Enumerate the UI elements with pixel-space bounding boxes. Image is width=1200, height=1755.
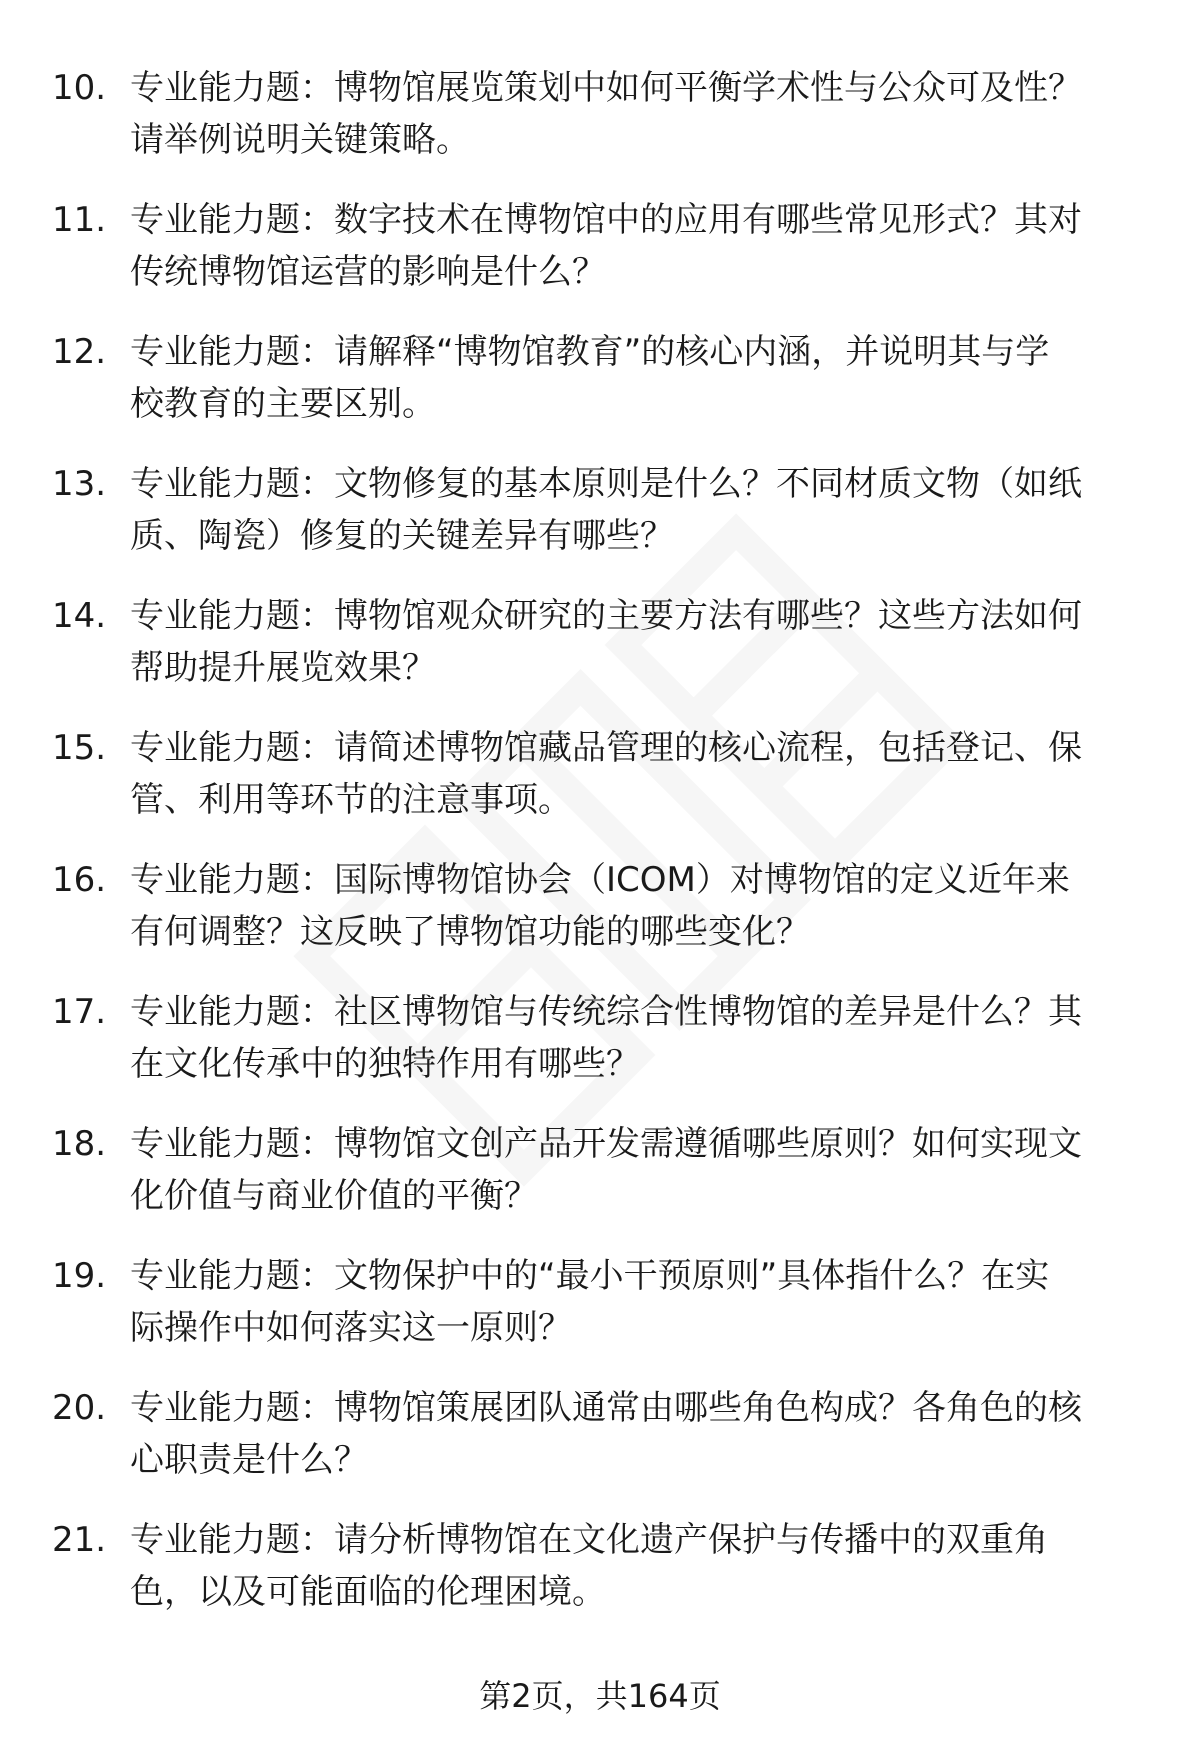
question-text [130,1382,1140,1486]
question-item [0,854,1200,986]
question-line: 专业能力题：请简述博物馆藏品管理的核心流程，包括登记、保 [130,728,1082,768]
question-number: 14. [52,596,107,636]
question-item [0,326,1200,458]
question-line: 请举例说明关键策略。 [130,120,470,160]
question-line: 专业能力题：博物馆策展团队通常由哪些角色构成？各角色的核 [130,1388,1082,1428]
question-text [130,986,1140,1090]
question-line: 专业能力题：文物修复的基本原则是什么？不同材质文物（如纸 [130,464,1082,504]
question-line: 专业能力题：博物馆展览策划中如何平衡学术性与公众可及性？ [130,68,1082,108]
question-line: 传统博物馆运营的影响是什么？ [130,252,606,292]
question-item [0,1118,1200,1250]
question-number: 19. [52,1256,107,1296]
question-line: 色，以及可能面临的伦理困境。 [130,1572,606,1612]
question-number: 12. [52,332,107,372]
question-item [0,722,1200,854]
question-text [130,1250,1140,1354]
question-item [0,590,1200,722]
question-text [130,194,1140,298]
question-line: 化价值与商业价值的平衡？ [130,1176,538,1216]
question-line: 专业能力题：请分析博物馆在文化遗产保护与传播中的双重角 [130,1520,1048,1560]
question-line: 有何调整？这反映了博物馆功能的哪些变化？ [130,912,810,952]
question-item [0,1382,1200,1514]
question-item [0,458,1200,590]
question-line: 专业能力题：数字技术在博物馆中的应用有哪些常见形式？其对 [130,200,1082,240]
question-text [130,458,1140,562]
question-line: 心职责是什么？ [130,1440,368,1480]
question-line: 际操作中如何落实这一原则？ [130,1308,572,1348]
question-text [130,590,1140,694]
question-line: 专业能力题：国际博物馆协会（ICOM）对博物馆的定义近年来 [130,860,1070,900]
question-text [130,1514,1140,1618]
question-item [0,1250,1200,1382]
question-number: 21. [52,1520,107,1560]
question-line: 专业能力题：请解释“博物馆教育”的核心内涵，并说明其与学 [130,332,1050,372]
question-number: 20. [52,1388,107,1428]
question-number: 15. [52,728,107,768]
question-number: 17. [52,992,107,1032]
question-text [130,326,1140,430]
question-item [0,62,1200,194]
question-number: 18. [52,1124,107,1164]
question-line: 管、利用等环节的注意事项。 [130,780,572,820]
question-line: 在文化传承中的独特作用有哪些？ [130,1044,640,1084]
question-line: 专业能力题：文物保护中的“最小干预原则”具体指什么？在实 [130,1256,1050,1296]
question-text [130,854,1140,958]
question-text [130,1118,1140,1222]
question-number: 11. [52,200,107,240]
question-item [0,986,1200,1118]
question-text [130,722,1140,826]
question-number: 10. [52,68,107,108]
question-line: 专业能力题：博物馆文创产品开发需遵循哪些原则？如何实现文 [130,1124,1082,1164]
question-number: 16. [52,860,107,900]
question-number: 13. [52,464,107,504]
question-item [0,1514,1200,1646]
question-item [0,194,1200,326]
question-text [130,62,1140,166]
question-line: 校教育的主要区别。 [130,384,436,424]
question-line: 专业能力题：博物馆观众研究的主要方法有哪些？这些方法如何 [130,596,1082,636]
question-line: 质、陶瓷）修复的关键差异有哪些？ [130,516,674,556]
question-line: 专业能力题：社区博物馆与传统综合性博物馆的差异是什么？其 [130,992,1082,1032]
question-list [0,62,1200,1646]
page-number-footer: 第2页，共164页 [479,1677,721,1715]
question-line: 帮助提升展览效果？ [130,648,436,688]
